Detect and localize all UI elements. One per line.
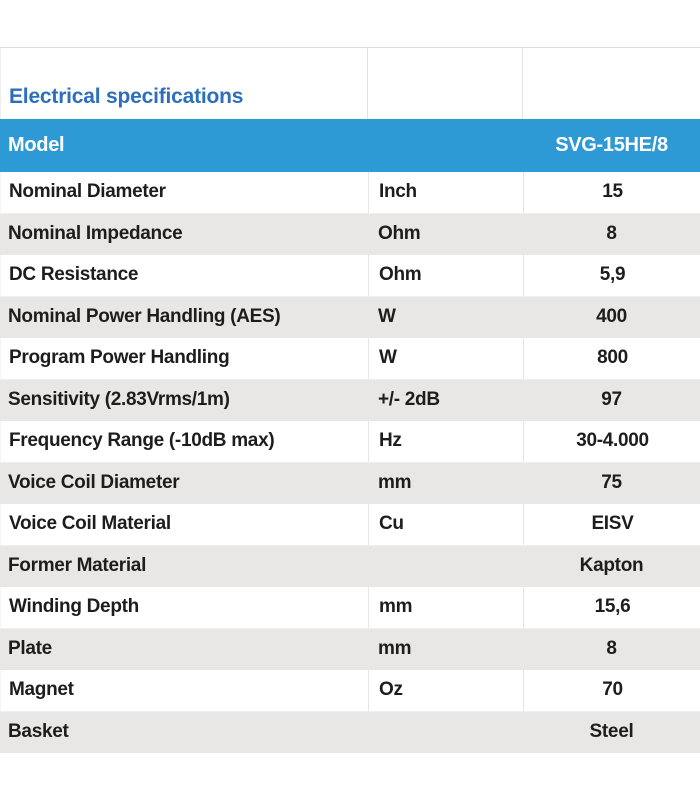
spec-unit: +/- 2dB [378,389,440,411]
table-header-row [0,47,700,119]
spec-value: 15 [602,181,623,203]
model-value: SVG-15HE/8 [555,134,668,156]
spec-unit: mm [378,638,412,660]
spec-label: Former Material [8,555,147,577]
table-header-unit-cell [368,48,523,119]
table-row [0,504,700,546]
spec-label: Voice Coil Material [1,504,369,545]
spec-unit: mm [378,472,412,494]
spec-value: EISV [591,513,634,535]
table-row [0,380,700,422]
table-row [0,172,700,214]
spec-value: 75 [601,472,622,494]
spec-value: 30-4.000 [576,430,649,452]
spec-label: Frequency Range (-10dB max) [1,421,369,462]
spec-label: Winding Depth [1,587,369,628]
table-row [0,214,700,256]
model-label: Model [8,134,65,156]
table-row [0,587,700,629]
spec-value: 5,9 [599,264,626,286]
spec-label: Basket [8,721,69,743]
spec-label: Voice Coil Diameter [8,472,180,494]
spec-label: Magnet [1,670,369,711]
spec-label: DC Resistance [1,255,369,296]
spec-label: Sensitivity (2.83Vrms/1m) [8,389,230,411]
spec-table [0,47,700,753]
spec-value: Kapton [579,555,644,577]
spec-unit [368,712,523,754]
table-row [0,338,700,380]
spec-unit: Cu [369,504,524,545]
table-header-title-cell [0,48,368,119]
table-row [0,712,700,754]
spec-value: Steel [589,721,634,743]
table-row [0,629,700,671]
table-row [0,297,700,339]
table-row [0,463,700,505]
spec-value: 70 [602,679,623,701]
spec-unit [368,546,523,588]
spec-unit: Ohm [369,255,524,296]
page-title: Electrical specifications [9,85,244,108]
spec-unit: Inch [369,172,524,213]
spec-value: 8 [606,638,617,660]
spec-unit: W [378,306,396,328]
table-row [0,546,700,588]
spec-label: Nominal Diameter [1,172,369,213]
spec-unit: Hz [369,421,524,462]
table-row [0,670,700,712]
spec-unit: Oz [369,670,524,711]
spec-value: 15,6 [594,596,631,618]
table-row [0,421,700,463]
table-row [0,255,700,297]
spec-unit: mm [369,587,524,628]
spec-label: Program Power Handling [1,338,369,379]
model-unit-cell [368,119,523,172]
spec-value: 8 [606,223,617,245]
spec-unit: Ohm [378,223,421,245]
model-row [0,119,700,172]
spec-label: Nominal Impedance [8,223,183,245]
spec-label: Nominal Power Handling (AES) [8,306,281,328]
spec-value: 800 [597,347,628,369]
spec-value: 97 [601,389,622,411]
spec-label: Plate [8,638,52,660]
spec-value: 400 [596,306,627,328]
spec-unit: W [369,338,524,379]
table-header-value-cell [523,48,700,119]
